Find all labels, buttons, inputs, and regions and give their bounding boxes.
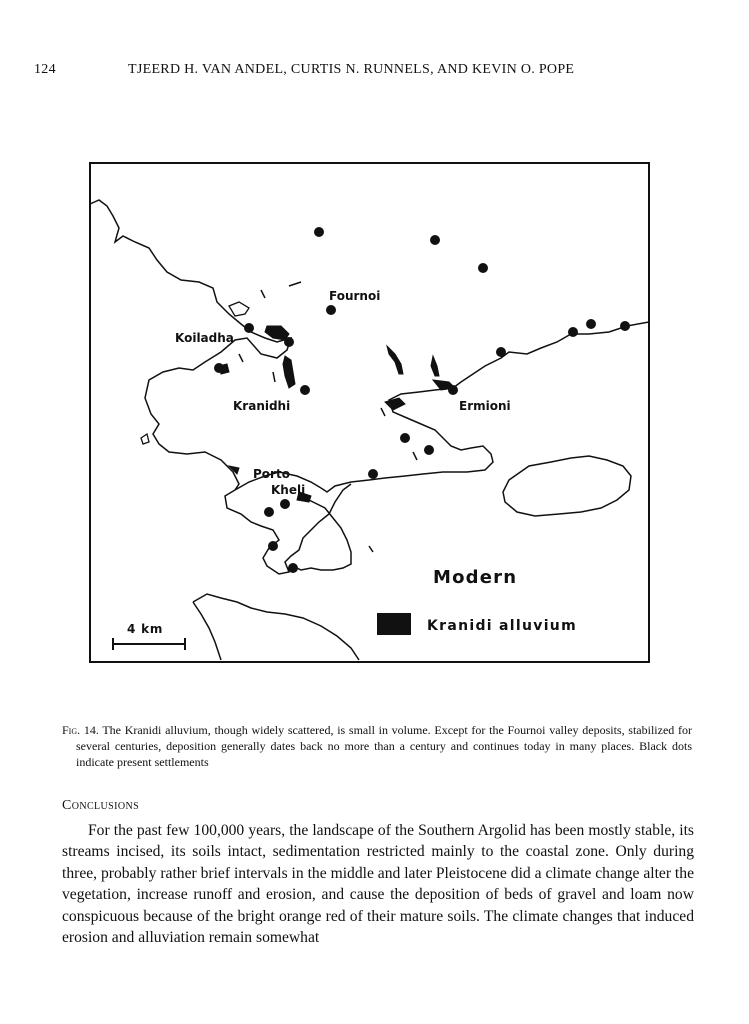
- legend-swatch: [377, 613, 411, 635]
- stream-mark-7: [273, 372, 275, 382]
- alluvium-koiladha: [265, 326, 289, 340]
- coastline-south-lobe: [293, 498, 351, 570]
- label-fournoi: Fournoi: [329, 289, 381, 303]
- settlement-dot: [496, 347, 506, 357]
- alluvium-kranidhi: [283, 356, 295, 388]
- alluvium-coastal-1: [385, 398, 405, 410]
- stream-mark-5: [413, 452, 417, 460]
- running-head-authors: TJEERD H. VAN ANDEL, CURTIS N. RUNNELS, AND KEVIN O. POPE: [128, 62, 575, 77]
- scale-label: 4 km: [127, 622, 164, 636]
- map-title: Modern: [433, 567, 518, 588]
- label-porto: Porto: [253, 467, 290, 481]
- settlement-dot: [284, 337, 294, 347]
- settlement-dot: [586, 319, 596, 329]
- settlement-dot: [424, 445, 434, 455]
- alluvium-stream-1: [387, 346, 403, 374]
- caption-text: The Kranidi alluvium, though widely scattered, is small in volume. Except for the Fournoi valley deposits, stabilized for several centuries, deposition generally dates back no more than a century and continues today in many places. Black dots indicate present settlements: [76, 723, 692, 769]
- figure-label: Fig. 14.: [62, 723, 99, 737]
- settlement-dot: [288, 563, 298, 573]
- settlement-dot: [244, 323, 254, 333]
- scale-bar: [113, 638, 185, 650]
- settlement-dot: [268, 541, 278, 551]
- settlement-dot: [620, 321, 630, 331]
- settlement-dot: [400, 433, 410, 443]
- settlement-dot: [368, 469, 378, 479]
- settlement-dot: [314, 227, 324, 237]
- label-kranidhi: Kranidhi: [233, 399, 291, 413]
- settlement-dot: [300, 385, 310, 395]
- label-koiladha: Koiladha: [175, 331, 234, 345]
- settlement-dot: [280, 499, 290, 509]
- settlement-dot: [478, 263, 488, 273]
- legend-label: Kranidi alluvium: [427, 618, 577, 634]
- islet-koiladha: [229, 302, 249, 316]
- coastline-porto-kheli: [225, 484, 351, 574]
- section-heading: Conclusions: [62, 798, 140, 813]
- map-svg: [89, 162, 650, 663]
- settlement-dot: [264, 507, 274, 517]
- page-number: 124: [34, 62, 56, 77]
- stream-mark-6: [369, 546, 373, 552]
- settlement-dot: [430, 235, 440, 245]
- body-paragraph: For the past few 100,000 years, the landscape of the Southern Argolid has been mostly stable, its streams incised, its soils intact, sedimentation restricted mainly to the coastal zone. Only during three, probably rather brief intervals in the middle and later Pleistocene did a climate change alter the vegetation, increase runoff and erosion, and cause the deposition of beds of gravel and loam now conspicuous because of the bright orange red of their mature soils. The climate changes that induced erosion and alluviation remain somewhat: [62, 822, 694, 947]
- map-frame: [90, 163, 649, 662]
- label-ermioni: Ermioni: [459, 399, 511, 413]
- stream-mark-1: [261, 290, 265, 298]
- island-southwest-west: [193, 602, 221, 660]
- figure-map: [89, 162, 650, 663]
- stream-mark-3: [239, 354, 243, 362]
- stream-mark-2: [289, 282, 301, 286]
- island-spetses: [503, 456, 631, 516]
- alluvium-stream-2: [431, 356, 439, 376]
- settlement-dot: [568, 327, 578, 337]
- settlement-dot: [448, 385, 458, 395]
- label-kheli: Kheli: [271, 483, 306, 497]
- stream-mark-4: [381, 408, 385, 416]
- settlement-dot: [214, 363, 224, 373]
- figure-caption: [62, 722, 692, 770]
- settlement-dot: [326, 305, 336, 315]
- islet-small-1: [141, 434, 149, 444]
